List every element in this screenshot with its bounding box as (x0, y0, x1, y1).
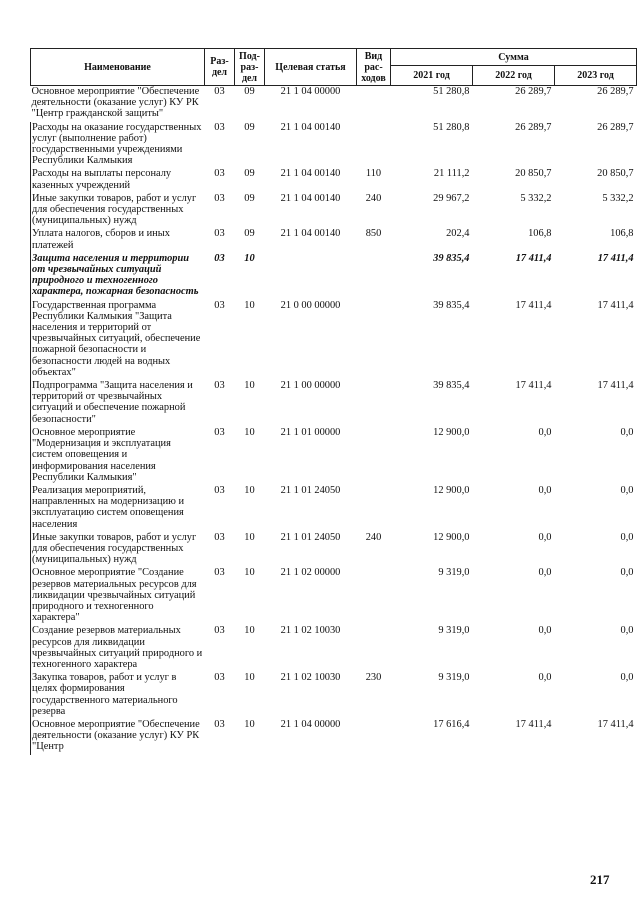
row-sum-2022: 20 850,7 (515, 168, 552, 180)
row-name: Иные закупки товаров, работ и услуг для обеспечения государственных (муниципальных) нужд (31, 532, 205, 568)
table-row (31, 672, 637, 719)
row-sum-2022: 0,0 (538, 672, 552, 684)
row-sum-2022: 0,0 (538, 625, 552, 637)
row-vid-rashodov (357, 253, 391, 300)
budget-table (30, 48, 637, 755)
row-celevaya-statya: 21 1 02 00000 (280, 567, 341, 579)
row-sum-2022: 5 332,2 (520, 192, 552, 204)
row-razdel: 03 (214, 426, 225, 438)
row-podrazdel: 10 (244, 531, 255, 543)
row-sum-2023: 0,0 (620, 567, 634, 579)
row-sum-2023: 0,0 (620, 426, 634, 438)
row-sum-2023: 0,0 (620, 531, 634, 543)
header-podrazdel: Под-раз-дел (235, 49, 265, 86)
row-podrazdel: 10 (244, 380, 255, 392)
row-celevaya-statya: 21 1 01 00000 (280, 426, 341, 438)
row-name: Расходы на оказание государственных услуг (выполнение работ) государственными учреждениями Республики Калмыкия (31, 122, 205, 169)
table-row (31, 380, 637, 427)
row-vid-rashodov: 850 (365, 228, 382, 240)
row-sum-2021: 51 280,8 (433, 86, 470, 97)
row-sum-2022: 0,0 (538, 567, 552, 579)
header-name: Наименование (31, 49, 205, 86)
row-vid-rashodov (357, 380, 391, 427)
row-sum-2022: 0,0 (538, 484, 552, 496)
row-vid-rashodov: 240 (365, 192, 382, 204)
row-razdel: 03 (214, 718, 225, 730)
row-podrazdel: 10 (244, 567, 255, 579)
row-podrazdel: 09 (244, 168, 255, 180)
row-sum-2022: 17 411,4 (515, 299, 552, 311)
row-name: Реализация мероприятий, направленных на модернизацию и эксплуатацию систем оповещения населения (31, 485, 205, 532)
row-vid-rashodov (357, 719, 391, 755)
row-sum-2021: 9 319,0 (438, 672, 470, 684)
row-sum-2021: 12 900,0 (433, 426, 470, 438)
row-razdel: 03 (214, 228, 225, 240)
table-row (31, 193, 637, 229)
row-podrazdel: 10 (244, 484, 255, 496)
header-year-2021: 2021 год (391, 66, 473, 86)
row-razdel: 03 (214, 252, 225, 264)
row-razdel: 03 (214, 531, 225, 543)
table-row (31, 168, 637, 192)
row-sum-2021: 39 835,4 (433, 380, 470, 392)
row-razdel: 03 (214, 380, 225, 392)
row-sum-2022: 0,0 (538, 426, 552, 438)
row-name: Основное мероприятие "Обеспечение деятельности (оказание услуг) КУ РК "Центр (31, 719, 205, 755)
row-sum-2022: 0,0 (538, 531, 552, 543)
row-razdel: 03 (214, 672, 225, 684)
row-name: Иные закупки товаров, работ и услуг для обеспечения государственных (муниципальных) нужд (31, 193, 205, 229)
row-vid-rashodov (357, 122, 391, 169)
row-sum-2021: 21 111,2 (433, 168, 470, 180)
row-podrazdel: 10 (244, 718, 255, 730)
row-sum-2021: 39 835,4 (433, 299, 470, 311)
row-sum-2023: 17 411,4 (597, 299, 634, 311)
table-row (31, 228, 637, 252)
row-name: Основное мероприятие "Создание резервов материальных ресурсов для ликвидации чрезвычайных ситуаций природного и техногенного характера" (31, 567, 205, 625)
page-number: 217 (590, 872, 610, 887)
row-sum-2021: 202,4 (446, 228, 470, 240)
row-name: Закупка товаров, работ и услуг в целях формирования государственного материального резерва (31, 672, 205, 719)
header-celevaya-statya: Целевая статья (265, 49, 357, 86)
table-header (31, 49, 637, 86)
row-vid-rashodov: 110 (365, 168, 382, 180)
row-celevaya-statya: 21 1 04 00140 (280, 192, 341, 204)
row-sum-2023: 5 332,2 (602, 192, 634, 204)
row-sum-2023: 0,0 (620, 484, 634, 496)
row-podrazdel: 10 (244, 672, 255, 684)
row-razdel: 03 (214, 484, 225, 496)
row-vid-rashodov (357, 86, 391, 122)
row-sum-2023: 26 289,7 (597, 121, 634, 133)
row-celevaya-statya: 21 1 04 00140 (280, 228, 341, 240)
row-vid-rashodov (357, 300, 391, 380)
row-celevaya-statya: 21 1 01 24050 (280, 531, 341, 543)
budget-table-page (30, 48, 636, 755)
row-celevaya-statya: 21 1 01 24050 (280, 484, 341, 496)
row-podrazdel: 09 (244, 192, 255, 204)
row-celevaya-statya: 21 1 04 00140 (280, 168, 341, 180)
row-name: Основное мероприятие "Обеспечение деятельности (оказание услуг) КУ РК "Центр гражданской защиты" (31, 86, 200, 120)
row-celevaya-statya: 21 1 04 00000 (280, 86, 341, 97)
row-sum-2022: 17 411,4 (515, 252, 552, 264)
row-celevaya-statya (265, 253, 357, 300)
table-row (31, 300, 637, 380)
table-row (31, 122, 637, 169)
header-vid-rashodov: Вид рас-ходов (357, 49, 391, 86)
header-year-2023: 2023 год (555, 66, 637, 86)
row-sum-2023: 0,0 (620, 625, 634, 637)
row-sum-2021: 17 616,4 (433, 718, 470, 730)
row-sum-2021: 51 280,8 (433, 121, 470, 133)
row-celevaya-statya: 21 1 04 00000 (280, 718, 341, 730)
row-sum-2021: 9 319,0 (438, 625, 470, 637)
row-vid-rashodov: 240 (365, 531, 382, 543)
row-vid-rashodov: 230 (365, 672, 382, 684)
table-row (31, 253, 637, 300)
row-sum-2023: 20 850,7 (597, 168, 634, 180)
row-sum-2021: 12 900,0 (433, 531, 470, 543)
row-podrazdel: 10 (244, 426, 255, 438)
row-razdel: 03 (214, 299, 225, 311)
row-name: Расходы на выплаты персоналу казенных учреждений (31, 168, 205, 192)
row-celevaya-statya: 21 1 02 10030 (280, 625, 341, 637)
row-vid-rashodov (357, 427, 391, 485)
row-sum-2023: 17 411,4 (597, 718, 634, 730)
row-sum-2023: 26 289,7 (597, 86, 634, 97)
row-vid-rashodov (357, 567, 391, 625)
row-sum-2022: 106,8 (528, 228, 552, 240)
row-sum-2023: 106,8 (610, 228, 634, 240)
row-celevaya-statya: 21 1 00 00000 (280, 380, 341, 392)
row-celevaya-statya: 21 1 04 00140 (280, 121, 341, 133)
row-name: Подпрограмма "Защита населения и территорий от чрезвычайных ситуаций и обеспечение пожарной безопасности" (31, 380, 205, 427)
row-razdel: 03 (214, 192, 225, 204)
row-podrazdel: 10 (244, 299, 255, 311)
table-row (31, 485, 637, 532)
table-row (31, 86, 637, 122)
row-podrazdel: 09 (244, 121, 255, 133)
row-sum-2021: 29 967,2 (433, 192, 470, 204)
row-podrazdel: 10 (244, 625, 255, 637)
header-year-2022: 2022 год (473, 66, 555, 86)
row-sum-2023: 0,0 (620, 672, 634, 684)
row-sum-2023: 17 411,4 (597, 252, 634, 264)
table-body (31, 86, 637, 755)
row-name: Уплата налогов, сборов и иных платежей (31, 228, 205, 252)
table-row (31, 567, 637, 625)
row-sum-2021: 12 900,0 (433, 484, 470, 496)
row-sum-2022: 26 289,7 (515, 121, 552, 133)
row-name: Создание резервов материальных ресурсов для ликвидации чрезвычайных ситуаций природного и техногенного характера (31, 625, 205, 672)
row-name: Основное мероприятие "Модернизация и эксплуатация систем оповещения и информирования населения Республики Калмыкия" (31, 427, 205, 485)
row-podrazdel: 09 (244, 228, 255, 240)
row-celevaya-statya: 21 1 02 10030 (280, 672, 341, 684)
row-sum-2021: 39 835,4 (433, 252, 470, 264)
row-name: Защита населения и территории от чрезвычайных ситуаций природного и техногенного характера, пожарная безопасность (31, 253, 205, 300)
row-razdel: 03 (214, 86, 225, 97)
row-razdel: 03 (214, 121, 225, 133)
row-sum-2022: 17 411,4 (515, 380, 552, 392)
row-podrazdel: 09 (244, 86, 255, 97)
row-sum-2021: 9 319,0 (438, 567, 470, 579)
table-row (31, 532, 637, 568)
row-razdel: 03 (214, 168, 225, 180)
row-name: Государственная программа Республики Калмыкия "Защита населения и территорий от чрезвычайных ситуаций, обеспечение пожарной безопасности и безопасности людей на водных объектах" (31, 300, 205, 380)
row-sum-2022: 17 411,4 (515, 718, 552, 730)
row-celevaya-statya: 21 0 00 00000 (280, 299, 341, 311)
row-razdel: 03 (214, 625, 225, 637)
table-row (31, 719, 637, 755)
table-row (31, 625, 637, 672)
row-sum-2022: 26 289,7 (515, 86, 552, 97)
row-vid-rashodov (357, 625, 391, 672)
row-vid-rashodov (357, 485, 391, 532)
row-sum-2023: 17 411,4 (597, 380, 634, 392)
header-summa: Сумма (391, 49, 637, 66)
row-podrazdel: 10 (244, 252, 255, 264)
row-razdel: 03 (214, 567, 225, 579)
header-razdel: Раз-дел (205, 49, 235, 86)
table-row (31, 427, 637, 485)
